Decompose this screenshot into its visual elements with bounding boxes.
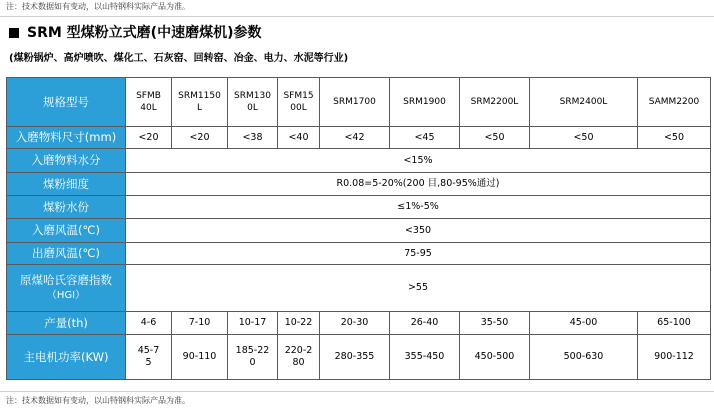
value-cell: 90-110 (172, 335, 228, 380)
value-cell: 10-17 (228, 312, 278, 335)
value-cell: <50 (530, 127, 638, 149)
row-label-moisture: 入磨物料水分 (7, 149, 126, 173)
value-cell: 26-40 (390, 312, 460, 335)
model-cell: SRM2200L (460, 78, 530, 127)
table-row-power (7, 335, 711, 380)
row-label-hgi: 原煤哈氏容磨指数 （HGI） (7, 265, 126, 312)
divider (0, 16, 714, 17)
row-label-feed-size: 入磨物料尺寸(mm) (7, 127, 126, 149)
value-cell: 75-95 (126, 243, 711, 265)
value-cell: 4-6 (126, 312, 172, 335)
model-cell: SFMB 40L (126, 78, 172, 127)
value-cell: ≤1%-5% (126, 196, 711, 219)
value-cell: <50 (638, 127, 711, 149)
value-cell: <20 (126, 127, 172, 149)
model-cell: SRM1700 (320, 78, 390, 127)
table-row-coal-moisture (7, 196, 711, 219)
model-cell: SRM2400L (530, 78, 638, 127)
value-cell: 45-00 (530, 312, 638, 335)
model-cell: SFM15 00L (278, 78, 320, 127)
row-label-fineness: 煤粉细度 (7, 173, 126, 196)
row-label-outlet-temp: 出磨风温(℃) (7, 243, 126, 265)
value-cell: <15% (126, 149, 711, 173)
value-cell: 280-355 (320, 335, 390, 380)
model-cell: SAMM2200 (638, 78, 711, 127)
row-label-power: 主电机功率(KW) (7, 335, 126, 380)
table-row-inlet-temp (7, 219, 711, 243)
model-cell: SRM1900 (390, 78, 460, 127)
page-title (9, 24, 261, 42)
value-cell: 500-630 (530, 335, 638, 380)
value-cell: <42 (320, 127, 390, 149)
page-title-text: SRM 型煤粉立式磨(中速磨煤机)参数 (27, 25, 262, 41)
industry-subtitle: (煤粉锅炉、高炉喷吹、煤化工、石灰窑、回转窑、冶金、电力、水泥等行业) (9, 53, 349, 64)
value-cell: 20-30 (320, 312, 390, 335)
spec-table (6, 77, 711, 380)
table-row-model (7, 78, 711, 127)
row-label-coal-moisture: 煤粉水份 (7, 196, 126, 219)
value-cell: <38 (228, 127, 278, 149)
row-label-inlet-temp: 入磨风温(℃) (7, 219, 126, 243)
value-cell: 35-50 (460, 312, 530, 335)
model-cell: SRM1150 L (172, 78, 228, 127)
value-cell: 7-10 (172, 312, 228, 335)
value-cell: >55 (126, 265, 711, 312)
value-cell: <40 (278, 127, 320, 149)
disclaimer-note-top: 注：技术数据如有变动，以山特钢科实际产品为准。 (6, 2, 190, 11)
row-label-model: 规格型号 (7, 78, 126, 127)
model-cell: SRM130 0L (228, 78, 278, 127)
value-cell: 355-450 (390, 335, 460, 380)
table-row-feed-size (7, 127, 711, 149)
value-cell: 10-22 (278, 312, 320, 335)
row-label-capacity: 产量(th) (7, 312, 126, 335)
value-cell: 450-500 (460, 335, 530, 380)
value-cell: <20 (172, 127, 228, 149)
table-row-capacity (7, 312, 711, 335)
value-cell: R0.08=5-20%(200 目,80-95%通过) (126, 173, 711, 196)
table-row-fineness (7, 173, 711, 196)
value-cell: 220-2 80 (278, 335, 320, 380)
table-row-hgi (7, 265, 711, 312)
disclaimer-note-bottom: 注：技术数据如有变动，以山特钢科实际产品为准。 (6, 396, 190, 405)
value-cell: 45-7 5 (126, 335, 172, 380)
value-cell: <45 (390, 127, 460, 149)
value-cell: <350 (126, 219, 711, 243)
table-row-moisture (7, 149, 711, 173)
value-cell: 65-100 (638, 312, 711, 335)
value-cell: <50 (460, 127, 530, 149)
divider (0, 391, 714, 392)
square-bullet-icon (9, 28, 19, 38)
value-cell: 185-22 0 (228, 335, 278, 380)
table-row-outlet-temp (7, 243, 711, 265)
value-cell: 900-112 (638, 335, 711, 380)
